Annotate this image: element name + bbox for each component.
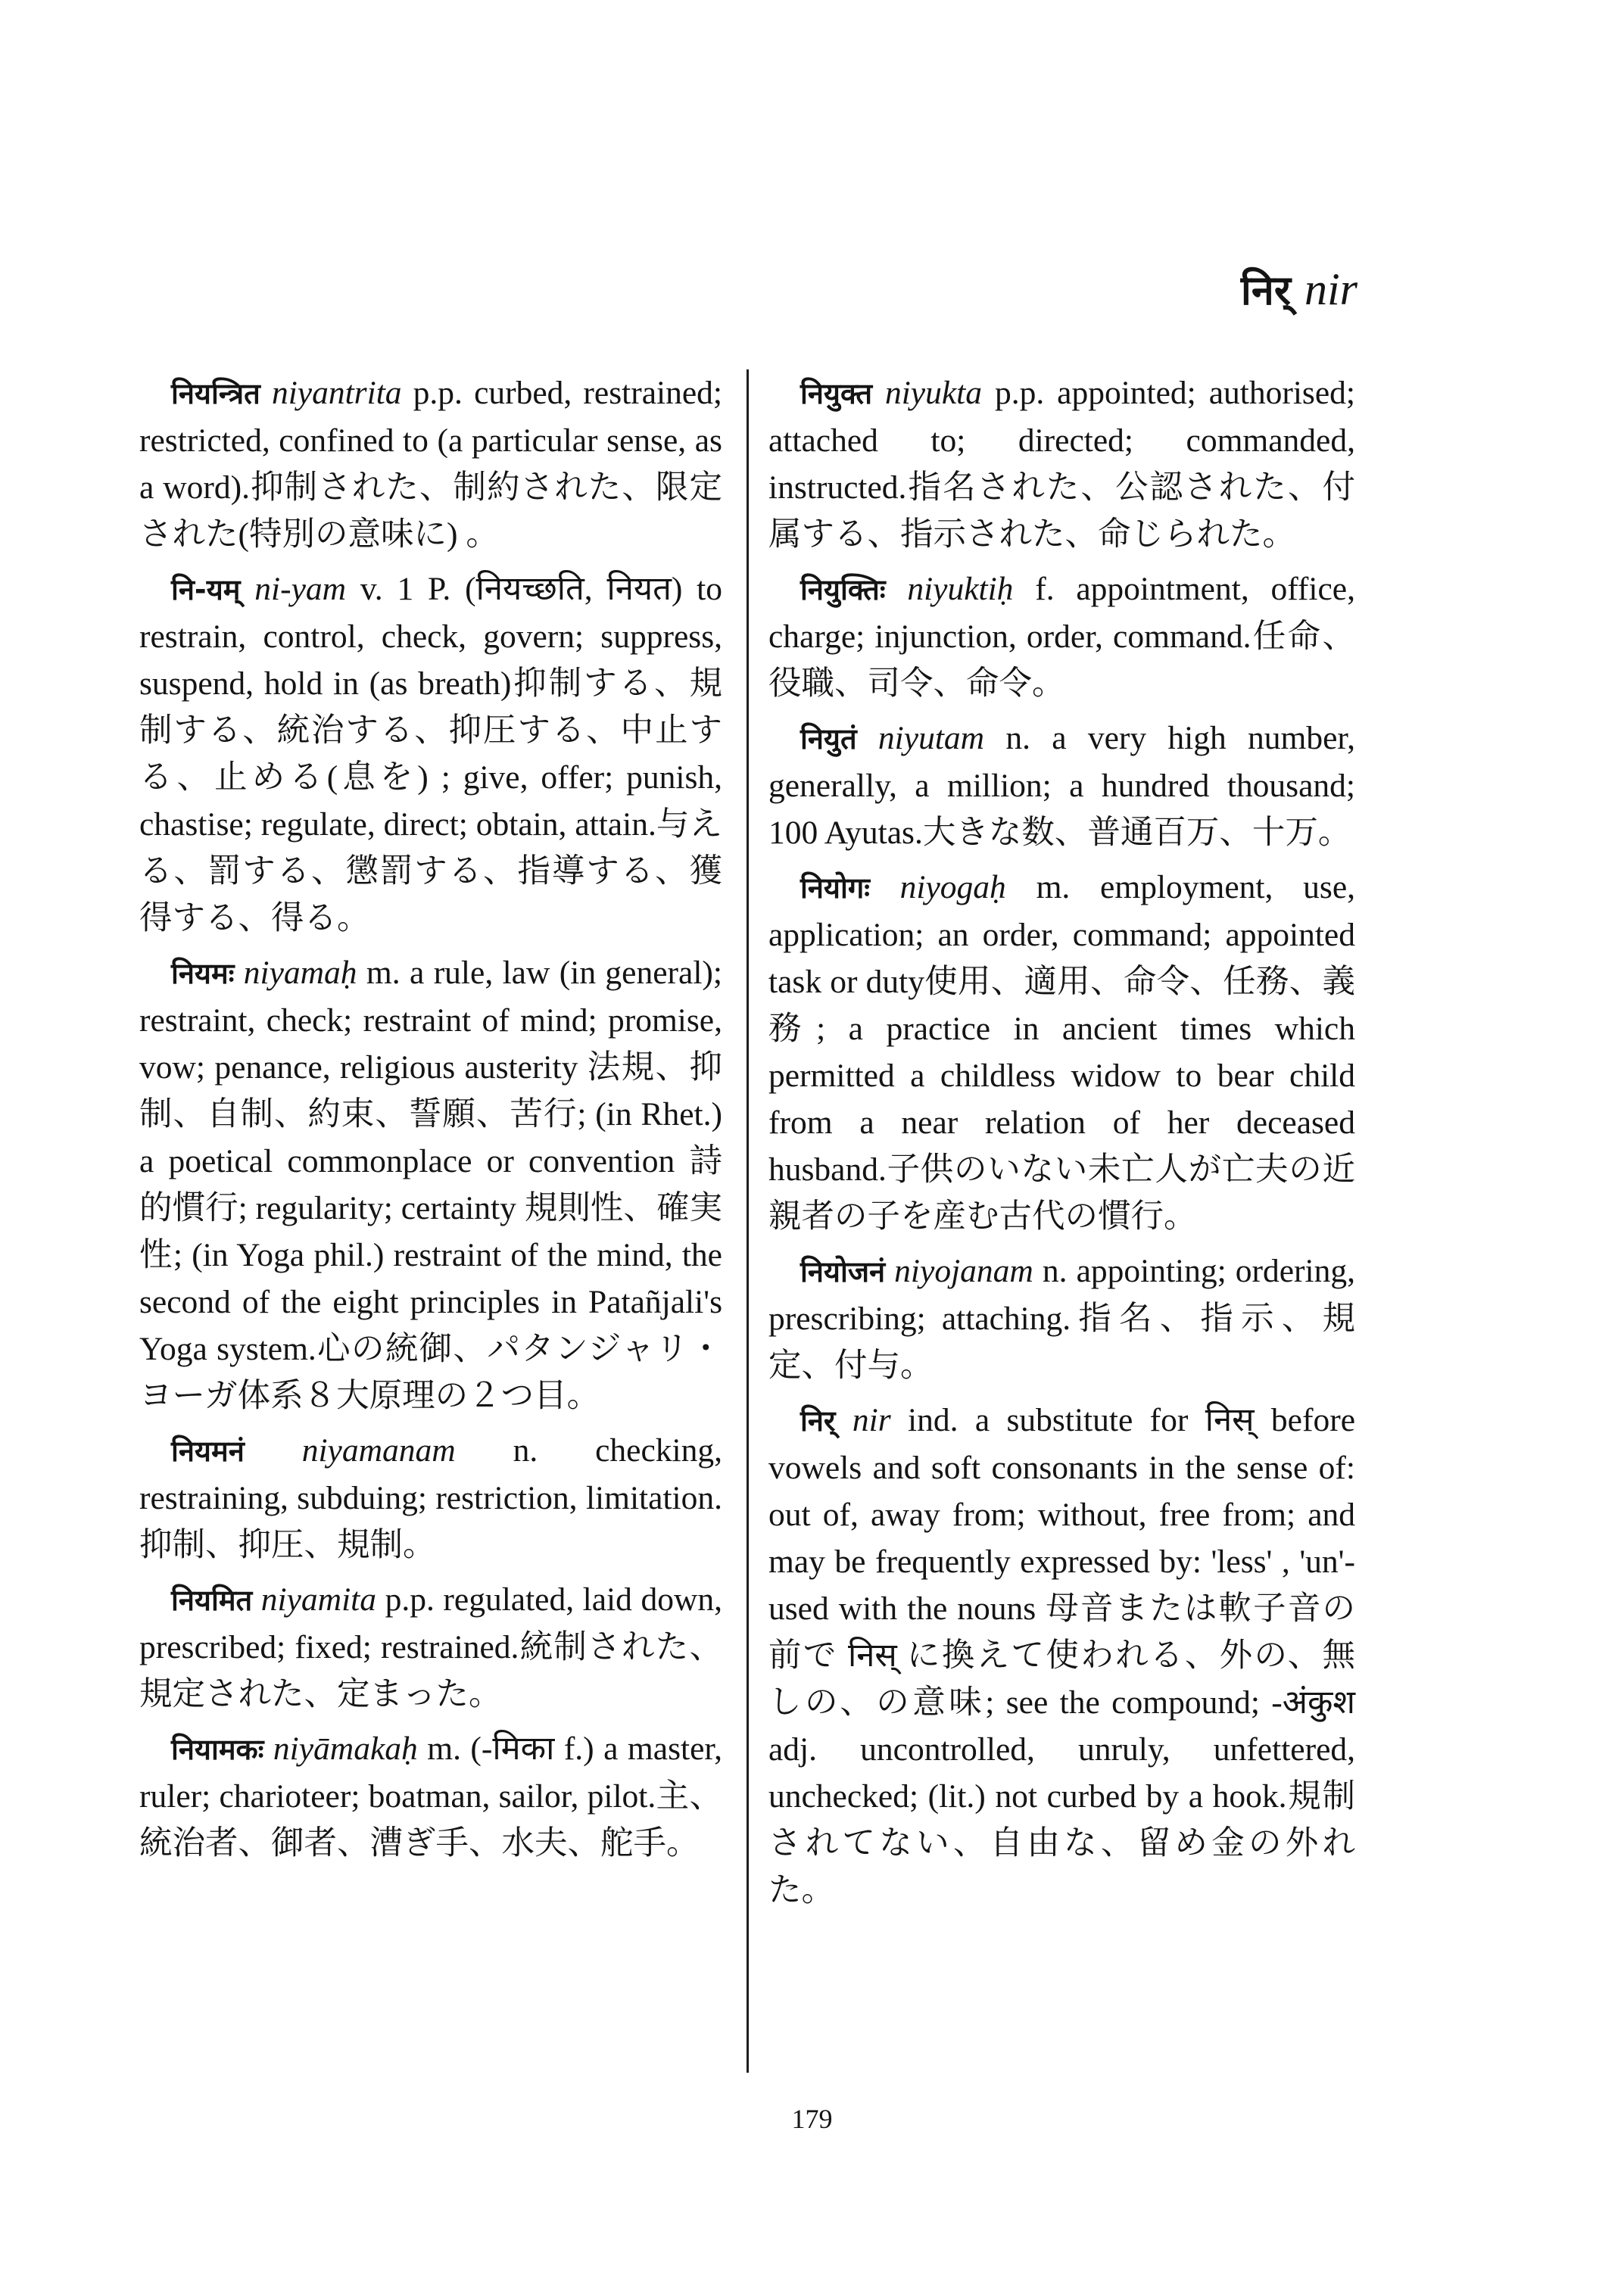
entry-definition: n. checking, restraining, subduing; restriction, limitation.抑制、抑圧、規制。 [139, 1432, 722, 1563]
dictionary-entry [139, 1725, 722, 1867]
entry-transliteration: niyuktiḥ [907, 571, 1014, 607]
entry-transliteration: nir [852, 1402, 891, 1438]
dictionary-entry [768, 565, 1355, 707]
entry-transliteration: niyamita [260, 1581, 377, 1618]
entry-definition: m. employment, use, application; an order, command; appointed task or duty使用、適用、命令、任務、義務; a practice in ancient times which permitted a childless widow to bear child from a near relation of her deceased husband.子供のいない未亡人が亡夫の近親者の子を産む古代の慣行。 [768, 869, 1356, 1235]
running-head-roman: nir [1304, 264, 1357, 314]
entry-definition: n. appointing; ordering, prescribing; attaching.指名、指示、規定、付与。 [768, 1253, 1356, 1384]
entry-transliteration: niyojanam [894, 1253, 1033, 1289]
right-column [768, 369, 1355, 1921]
entry-headword: नियमः [171, 957, 235, 990]
entry-transliteration: niyukta [884, 375, 983, 411]
dictionary-entry [139, 1427, 722, 1569]
entry-headword: नियामकः [171, 1733, 264, 1766]
entry-definition: p.p. appointed; authorised; attached to; directed; commanded, instructed.指名された、公認された、付属する、指示された、命じられた。 [768, 375, 1355, 553]
entry-headword: निर् [800, 1404, 836, 1438]
entry-definition: p.p. regulated, laid down, prescribed; fixed; restrained.統制された、規定された、定まった。 [139, 1581, 723, 1712]
entry-transliteration: ni-yam [254, 571, 347, 607]
entry-definition: f. appointment, office, charge; injunction, order, command.任命、役職、司令、命令。 [768, 571, 1355, 702]
running-head [1241, 266, 1357, 312]
dictionary-entry [768, 369, 1355, 558]
dictionary-entry [139, 949, 722, 1419]
entry-headword: नि-यम् [171, 573, 241, 606]
entry-headword: नियुक्त [800, 377, 873, 410]
entry-transliteration: niyamaḥ [243, 955, 357, 991]
entry-transliteration: niyamanam [301, 1432, 456, 1469]
dictionary-entry [768, 1248, 1355, 1389]
entry-transliteration: niyāmakaḥ [273, 1731, 418, 1767]
dictionary-entry [768, 715, 1355, 856]
dictionary-entry [139, 1576, 722, 1718]
entry-definition: p.p. curbed, restrained; restricted, confined to (a particular sense, as a word).抑制された、制約された、限定された(特別の意味に) 。 [139, 375, 723, 553]
entry-definition: n. a very high number, generally, a million; a hundred thousand; 100 Ayutas.大きな数、普通百万、十万。 [768, 720, 1356, 851]
entry-headword: नियमनं [171, 1435, 245, 1468]
dictionary-entry [139, 565, 722, 942]
left-column [139, 369, 722, 1874]
entry-transliteration: niyogaḥ [899, 869, 1006, 905]
entry-headword: नियुतं [800, 722, 857, 756]
entry-definition: m. a rule, law (in general); restraint, check; restraint of mind; promise, vow; penance, religious austerity 法規、抑制、自制、約束、誓願、苦行; (in Rhet.) a poetical commonplace or convention 詩的慣行; regularity; certainty 規則性、確実性; (in Yoga phil.) restraint of the mind, the second of the eight principles in Patañjali's Yoga system.心の統御、パタンジャリ・ヨーガ体系８大原理の２つ目。 [139, 955, 723, 1414]
entry-definition: ind. a substitute for निस् before vowels and soft consonants in the sense of: out of, away from; without, free from; and may be frequently expressed by: 'less' , 'un'- used with the nouns 母音または軟子音の前で निस् に換えて使われる、外の、無しの、の意味; see the compound; -अंकुश adj. uncontrolled, unruly, unfettered, unchecked; (lit.) not curbed by a hook.規制されてない、自由な、留め金の外れた。 [768, 1402, 1355, 1908]
entry-headword: नियमित [171, 1584, 253, 1617]
entry-transliteration: niyantrita [271, 375, 402, 411]
dictionary-entry [768, 864, 1355, 1240]
entry-definition: v. 1 P. (नियच्छति, नियत) to restrain, control, check, govern; suppress, suspend, hold in (as breath)抑制する、規制する、統治する、抑圧する、中止する、止める(息を) ; give, offer; punish, chastise; regulate, direct; obtain, attain.与える、罰する、懲罰する、指導する、獲得する、得る。 [139, 571, 723, 936]
entry-definition: m. (-मिका f.) a master, ruler; charioteer; boatman, sailor, pilot.主、統治者、御者、漕ぎ手、水夫、舵手。 [139, 1731, 723, 1862]
entry-headword: नियन्त्रित [171, 377, 260, 410]
entry-headword: नियोजनं [800, 1255, 886, 1288]
entry-headword: नियोगः [800, 871, 870, 905]
dictionary-entry [768, 1397, 1355, 1914]
dictionary-entry [139, 369, 722, 558]
page-number: 179 [791, 2104, 833, 2134]
entry-transliteration: niyutam [877, 720, 985, 756]
column-divider [747, 369, 749, 2073]
running-head-devanagari: निर् [1240, 266, 1291, 314]
entry-headword: नियुक्तिः [800, 573, 886, 606]
